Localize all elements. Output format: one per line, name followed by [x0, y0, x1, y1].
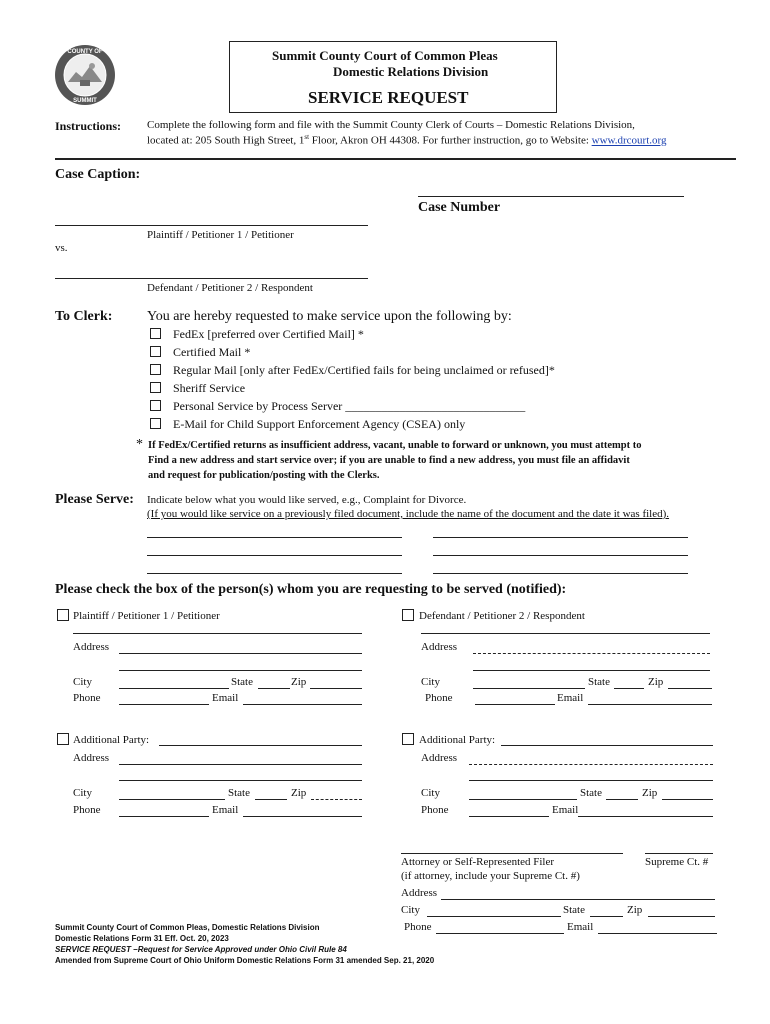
- attorney-signature-line[interactable]: [401, 853, 623, 854]
- plaintiff-city-line[interactable]: [119, 688, 229, 689]
- additional-party-right-checkbox[interactable]: [402, 733, 414, 745]
- filer-state-line[interactable]: [590, 916, 623, 917]
- additional-left-state-label: State: [228, 787, 250, 799]
- note-line1: If FedEx/Certified returns as insufficient address, vacant, unable to forward or unknown, you must attempt to: [148, 440, 642, 451]
- filer-zip-label: Zip: [627, 904, 643, 916]
- additional-right-phone-label: Phone: [421, 804, 449, 816]
- serve-line-1b[interactable]: [433, 537, 688, 538]
- footer-line4: Amended from Supreme Court of Ohio Uniform Domestic Relations Form 31 amended Sep. 21, 2020: [55, 956, 435, 965]
- additional-left-email-label: Email: [212, 804, 239, 816]
- defendant-serve-checkbox[interactable]: [402, 609, 414, 621]
- defendant-address-line2[interactable]: [473, 670, 710, 671]
- plaintiff-address-label: Address: [73, 641, 110, 653]
- plaintiff-city-label: City: [73, 676, 92, 688]
- please-serve-line1: Indicate below what you would like served, e.g., Complaint for Divorce.: [147, 494, 467, 506]
- plaintiff-name-line[interactable]: [73, 633, 362, 634]
- defendant-address-label: Address: [421, 641, 458, 653]
- additional-right-address-line2[interactable]: [469, 780, 713, 781]
- to-clerk-intro: You are hereby requested to make service upon the following by:: [147, 309, 512, 324]
- fedex-checkbox[interactable]: [150, 328, 161, 339]
- please-serve-line2: (If you would like service on a previously filed document, include the name of the document and the date it was filed).: [147, 508, 670, 520]
- attorney-label: Attorney or Self-Represented Filer: [401, 856, 555, 868]
- additional-party-right-label: Additional Party:: [419, 734, 496, 746]
- instructions-line1: Complete the following form and file with the Summit County Clerk of Courts – Domestic Relations Division,: [147, 119, 635, 131]
- defendant-email-line[interactable]: [588, 704, 712, 705]
- additional-right-zip-label: Zip: [642, 787, 658, 799]
- defendant-phone-label: Phone: [425, 692, 453, 704]
- additional-left-phone-label: Phone: [73, 804, 101, 816]
- filer-city-label: City: [401, 904, 420, 916]
- instructions-label: Instructions:: [55, 119, 122, 133]
- regular-mail-checkbox[interactable]: [150, 364, 161, 375]
- additional-left-zip-line[interactable]: [311, 799, 362, 800]
- certified-mail-option: Certified Mail *: [173, 345, 251, 359]
- svg-text:SUMMIT: SUMMIT: [73, 98, 97, 104]
- defendant-state-line[interactable]: [614, 688, 644, 689]
- attorney-note: (if attorney, include your Supreme Ct. #): [401, 870, 580, 882]
- additional-party-left-label: Additional Party:: [73, 734, 150, 746]
- instructions-line2: [147, 133, 667, 147]
- additional-right-email-line[interactable]: [578, 816, 713, 817]
- plaintiff-phone-label: Phone: [73, 692, 101, 704]
- instructions-line2-pre: located at: 205 South High Street, 1: [147, 134, 305, 147]
- additional-left-phone-line[interactable]: [119, 816, 209, 817]
- plaintiff-state-label: State: [231, 676, 253, 688]
- note-line2: Find a new address and start service over; if you are unable to find a new address, you must file an affidavit: [148, 455, 630, 466]
- case-number-line[interactable]: [418, 196, 684, 197]
- filer-email-line[interactable]: [598, 933, 717, 934]
- certified-mail-checkbox[interactable]: [150, 346, 161, 357]
- plaintiff-state-line[interactable]: [258, 688, 290, 689]
- footer-line1: Summit County Court of Common Pleas, Domestic Relations Division: [55, 923, 320, 932]
- filer-address-line[interactable]: [441, 899, 715, 900]
- additional-left-city-line[interactable]: [119, 799, 225, 800]
- note-star: *: [136, 437, 143, 452]
- additional-left-name-line[interactable]: [159, 745, 362, 746]
- defendant-caption-label: Defendant / Petitioner 2 / Respondent: [147, 282, 313, 294]
- county-seal-logo: [54, 44, 116, 106]
- sheriff-service-checkbox[interactable]: [150, 382, 161, 393]
- additional-left-zip-label: Zip: [291, 787, 307, 799]
- division-name: Domestic Relations Division: [333, 64, 489, 79]
- defendant-line[interactable]: [55, 278, 368, 279]
- plaintiff-zip-line[interactable]: [310, 688, 362, 689]
- additional-right-city-line[interactable]: [469, 799, 577, 800]
- defendant-state-label: State: [588, 676, 610, 688]
- additional-left-address-label: Address: [73, 752, 110, 764]
- website-link[interactable]: www.drcourt.org: [591, 134, 667, 147]
- plaintiff-serve-label: Plaintiff / Petitioner 1 / Petitioner: [73, 610, 220, 622]
- fedex-option: FedEx [preferred over Certified Mail] *: [173, 327, 364, 341]
- defendant-email-label: Email: [557, 692, 584, 704]
- vs-label: vs.: [55, 242, 68, 254]
- additional-right-address-line1[interactable]: [469, 764, 713, 765]
- to-clerk-label: To Clerk:: [55, 309, 113, 324]
- form-title: SERVICE REQUEST: [308, 88, 469, 107]
- persons-heading: Please check the box of the person(s) whom you are requesting to be served (notified):: [55, 582, 567, 597]
- csea-email-checkbox[interactable]: [150, 418, 161, 429]
- instructions-line2-post: Floor, Akron OH 44308. For further instruction, go to Website:: [309, 134, 592, 147]
- serve-line-3b[interactable]: [433, 573, 688, 574]
- filer-city-line[interactable]: [427, 916, 561, 917]
- filer-phone-label: Phone: [404, 921, 432, 933]
- defendant-phone-line[interactable]: [475, 704, 555, 705]
- additional-right-state-label: State: [580, 787, 602, 799]
- plaintiff-caption-label: Plaintiff / Petitioner 1 / Petitioner: [147, 229, 294, 241]
- additional-right-city-label: City: [421, 787, 440, 799]
- please-serve-label: Please Serve:: [55, 492, 134, 507]
- csea-email-option: E-Mail for Child Support Enforcement Agency (CSEA) only: [173, 417, 466, 431]
- additional-left-address-line1[interactable]: [119, 764, 362, 765]
- additional-right-phone-line[interactable]: [469, 816, 549, 817]
- defendant-address-line1[interactable]: [473, 653, 710, 654]
- plaintiff-address-line2[interactable]: [119, 670, 362, 671]
- section-divider: [55, 158, 736, 160]
- process-server-checkbox[interactable]: [150, 400, 161, 411]
- serve-line-2a[interactable]: [147, 555, 402, 556]
- plaintiff-line[interactable]: [55, 225, 368, 226]
- defendant-zip-label: Zip: [648, 676, 664, 688]
- footer-line2: Domestic Relations Form 31 Eff. Oct. 20, 2023: [55, 934, 229, 943]
- additional-right-email-label: Email: [552, 804, 579, 816]
- additional-left-address-line2[interactable]: [119, 780, 362, 781]
- footer-line3: SERVICE REQUEST –Request for Service Approved under Ohio Civil Rule 84: [55, 945, 347, 954]
- process-server-option: Personal Service by Process Server ______________________________: [173, 399, 526, 413]
- defendant-city-label: City: [421, 676, 440, 688]
- svg-text:COUNTY OF: COUNTY OF: [67, 49, 103, 55]
- serve-line-3a[interactable]: [147, 573, 402, 574]
- sheriff-service-option: Sheriff Service: [173, 381, 246, 395]
- additional-right-address-label: Address: [421, 752, 458, 764]
- additional-left-email-line[interactable]: [243, 816, 362, 817]
- court-name: Summit County Court of Common Pleas: [272, 48, 498, 63]
- plaintiff-phone-line[interactable]: [119, 704, 209, 705]
- additional-party-left-checkbox[interactable]: [57, 733, 69, 745]
- plaintiff-email-label: Email: [212, 692, 239, 704]
- defendant-city-line[interactable]: [473, 688, 585, 689]
- note-line3: and request for publication/posting with the Clerks.: [148, 470, 380, 481]
- defendant-name-line[interactable]: [421, 633, 710, 634]
- supreme-ct-label: Supreme Ct. #: [645, 856, 709, 868]
- case-number-label: Case Number: [418, 200, 501, 215]
- additional-right-name-line[interactable]: [501, 745, 713, 746]
- case-caption-label: Case Caption:: [55, 167, 141, 182]
- plaintiff-address-line1[interactable]: [119, 653, 362, 654]
- filer-zip-line[interactable]: [648, 916, 715, 917]
- serve-line-1a[interactable]: [147, 537, 402, 538]
- additional-right-zip-line[interactable]: [662, 799, 713, 800]
- filer-email-label: Email: [567, 921, 594, 933]
- defendant-serve-label: Defendant / Petitioner 2 / Respondent: [419, 610, 585, 622]
- filer-state-label: State: [563, 904, 585, 916]
- plaintiff-zip-label: Zip: [291, 676, 307, 688]
- serve-line-2b[interactable]: [433, 555, 688, 556]
- additional-left-city-label: City: [73, 787, 92, 799]
- defendant-zip-line[interactable]: [668, 688, 712, 689]
- additional-left-state-line[interactable]: [255, 799, 287, 800]
- plaintiff-email-line[interactable]: [243, 704, 362, 705]
- filer-phone-line[interactable]: [436, 933, 564, 934]
- additional-right-state-line[interactable]: [606, 799, 638, 800]
- filer-address-label: Address: [401, 887, 438, 899]
- supreme-ct-line[interactable]: [645, 853, 713, 854]
- plaintiff-serve-checkbox[interactable]: [57, 609, 69, 621]
- regular-mail-option: Regular Mail [only after FedEx/Certified fails for being unclaimed or refused]*: [173, 363, 555, 377]
- instructions-sup: st: [304, 133, 310, 141]
